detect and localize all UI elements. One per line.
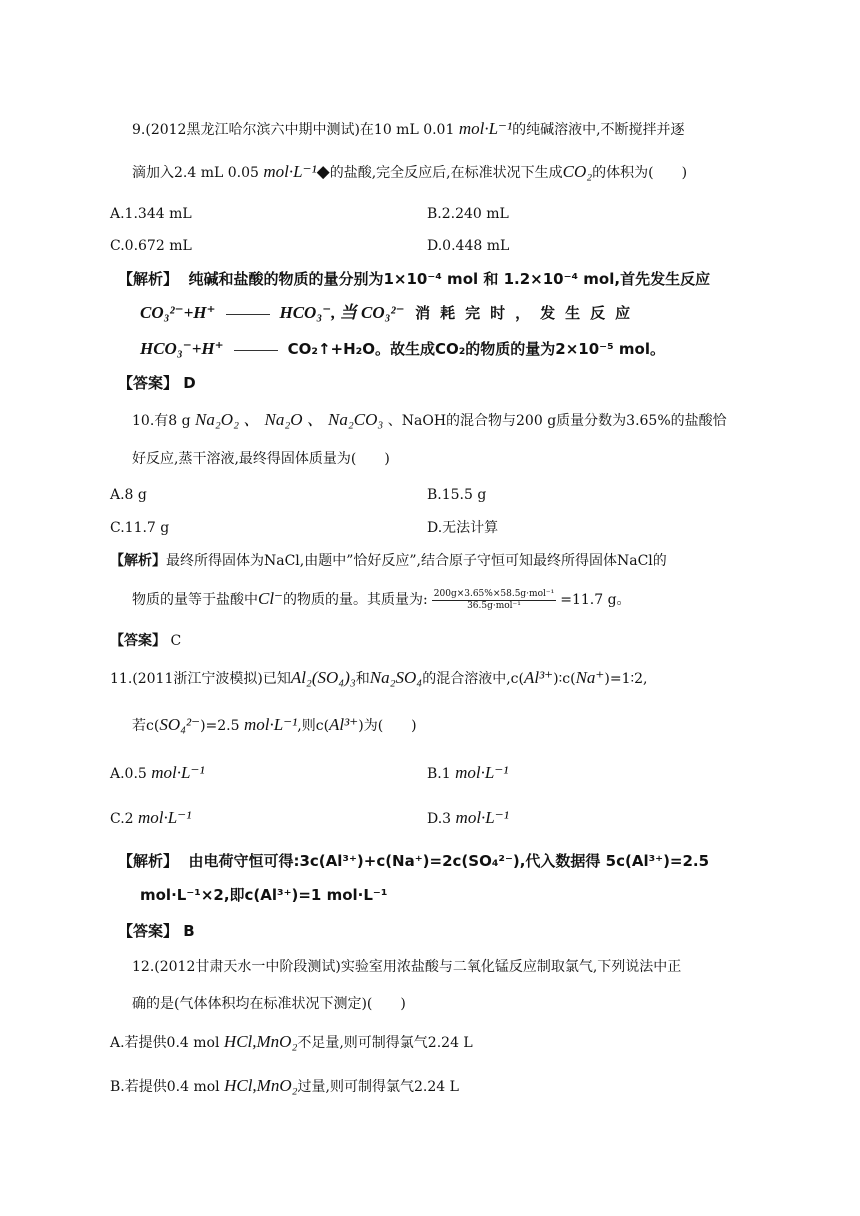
q10-formulas: Na₂O₂ 、 Na₂O 、 Na₂CO₃ (195, 410, 384, 429)
q11-formula: Na₂SO₄ (369, 668, 423, 687)
q10-option-d: D.无法计算 (427, 520, 499, 536)
q11-unit: mol·L⁻¹ (244, 715, 298, 734)
q9-co2: CO₂ (562, 162, 593, 181)
q11-analysis-line1 (118, 850, 709, 872)
q11-text: ,则c( (297, 718, 330, 734)
q11-option-label: C.2 (110, 811, 139, 827)
q11-unit: mol·L⁻¹ (151, 763, 205, 782)
q11-text: 若c( (132, 718, 160, 734)
q9-text: 滴加入2.4 mL 0.05 (132, 165, 264, 181)
q11-formula: Al₂(SO₄)₃ (290, 668, 356, 687)
q10-stem-line1 (132, 409, 727, 432)
q12-stem-line1: 12.(2012甘肃天水一中阶段测试)实验室用浓盐酸与二氧化锰反应制取氯气,下列说法中正 (132, 959, 682, 975)
q9-option-a: A.1.344 mL (110, 206, 192, 222)
q11-stem-line1 (110, 667, 648, 690)
q12-text: A.若提供0.4 mol (110, 1035, 224, 1051)
q11-option-c (110, 807, 191, 830)
answer-tag: 【答案】 (118, 922, 179, 940)
equation: CO₃²⁻+H⁺ (140, 303, 216, 322)
q9-analysis-text: 纯碱和盐酸的物质的量分别为1×10⁻⁴ mol 和 1.2×10⁻⁴ mol,首先发生反应 (188, 270, 711, 288)
q10-analysis-line2 (132, 588, 631, 612)
q11-unit: mol·L⁻¹ (455, 763, 509, 782)
q11-option-label: B.1 (427, 766, 456, 782)
q11-formula: Al³⁺ (523, 668, 554, 687)
q12-formula: HCl,MnO₂ (223, 1032, 298, 1051)
q11-option-b (427, 762, 508, 785)
q11-text: 和 (355, 671, 370, 687)
q9-unit: mol·L⁻¹◆ (263, 162, 330, 181)
answer-value: C (170, 633, 182, 649)
q9-analysis-text: CO₂↑+H₂O。故生成CO₂的物质的量为2×10⁻⁵ mol。 (287, 340, 665, 358)
q9-text: 的纯碱溶液中,不断搅拌并逐 (512, 122, 685, 138)
equation: HCO₃⁻+H⁺ (140, 339, 224, 358)
q11-formula: Al³⁺ (329, 715, 359, 734)
q9-analysis-line2 (140, 302, 640, 324)
q11-text: )=2.5 (200, 718, 244, 734)
q12-text: 不足量,则可制得氯气2.24 L (297, 1035, 473, 1051)
equals-line (234, 344, 278, 351)
q11-text: )为( ) (358, 718, 417, 734)
q10-text: 、NaOH的混合物与200 g质量分数为3.65%的盐酸恰 (383, 413, 727, 429)
q10-analysis-text: 最终所得固体为NaCl,由题中”恰好反应”,结合原子守恒可知最终所得固体NaCl的 (166, 553, 667, 569)
answer-tag: 【答案】 (118, 374, 179, 392)
analysis-tag: 【解析】 (118, 270, 179, 288)
q12-option-a (110, 1031, 473, 1054)
q11-option-d (427, 807, 509, 830)
q11-text: 的混合溶液中,c( (422, 671, 524, 687)
q10-option-b: B.15.5 g (427, 487, 487, 503)
q10-analysis-text: 的物质的量。其质量为: (283, 592, 428, 608)
q9-option-c: C.0.672 mL (110, 238, 192, 254)
q11-option-a (110, 762, 205, 785)
q10-analysis-line1 (110, 550, 667, 572)
q9-stem-line1 (132, 118, 685, 141)
q12-formula: HCl,MnO₂ (224, 1076, 298, 1095)
q9-stem-line2 (132, 161, 687, 184)
equation: HCO₃⁻, 当 CO₃²⁻ (279, 303, 405, 322)
answer-tag: 【答案】 (110, 633, 166, 649)
q9-text: 的体积为( ) (592, 165, 688, 181)
q11-option-label: D.3 (427, 811, 456, 827)
q11-stem-line2 (132, 714, 417, 737)
q9-text: 9.(2012黑龙江哈尔滨六中期中测试)在10 mL 0.01 (132, 122, 459, 138)
q9-option-b: B.2.240 mL (427, 206, 509, 222)
q11-answer (118, 920, 195, 942)
q11-text: )=1∶2, (604, 671, 648, 687)
mass-fraction (432, 589, 556, 612)
q10-text: 10.有8 g (132, 413, 196, 429)
q10-option-c: C.11.7 g (110, 520, 170, 536)
fraction-numerator: 200g×3.65%×58.5g·mol⁻¹ (433, 588, 555, 599)
fraction-denominator: 36.5g·mol⁻¹ (467, 600, 521, 611)
q9-answer (118, 372, 196, 394)
answer-value: B (183, 922, 195, 940)
answer-value: D (183, 374, 196, 392)
q9-analysis-text: 消耗完时，发生反应 (415, 304, 641, 322)
q10-analysis-text: =11.7 g。 (560, 592, 631, 608)
q11-option-label: A.0.5 (110, 766, 152, 782)
q12-text: B.若提供0.4 mol (110, 1079, 225, 1095)
analysis-tag: 【解析】 (110, 553, 166, 569)
q9-text: 的盐酸,完全反应后,在标准状况下生成 (329, 165, 563, 181)
q11-formula: SO₄²⁻ (159, 715, 201, 734)
q11-analysis-line2: mol·L⁻¹×2,即c(Al³⁺)=1 mol·L⁻¹ (140, 886, 388, 904)
q10-analysis-text: 物质的量等于盐酸中 (132, 592, 258, 608)
q12-stem-line2: 确的是(气体体积均在标准状况下测定)( ) (132, 996, 406, 1012)
q11-unit: mol·L⁻¹ (455, 808, 509, 827)
q9-analysis-line1 (118, 268, 710, 290)
equals-line (226, 308, 270, 315)
q11-formula: Na⁺ (575, 668, 605, 687)
q12-text: 过量,则可制得氯气2.24 L (297, 1079, 459, 1095)
q9-analysis-line3 (140, 338, 665, 360)
q11-text: 11.(2011浙江宁波模拟)已知 (110, 671, 291, 687)
chloride-ion: Cl⁻ (258, 589, 284, 608)
q11-unit: mol·L⁻¹ (138, 808, 192, 827)
q10-stem-line2: 好反应,蒸干溶液,最终得固体质量为( ) (132, 451, 390, 467)
q9-option-d: D.0.448 mL (427, 238, 510, 254)
analysis-tag: 【解析】 (118, 852, 179, 870)
q10-option-a: A.8 g (110, 487, 147, 503)
q10-answer (110, 630, 181, 652)
q12-option-b (110, 1075, 459, 1098)
q11-analysis-text: 由电荷守恒可得:3c(Al³⁺)+c(Na⁺)=2c(SO₄²⁻),代入数据得 5c(Al³⁺)=2.5 (188, 852, 710, 870)
q9-unit: mol·L⁻¹ (458, 119, 513, 138)
q11-text: )∶c( (553, 671, 576, 687)
